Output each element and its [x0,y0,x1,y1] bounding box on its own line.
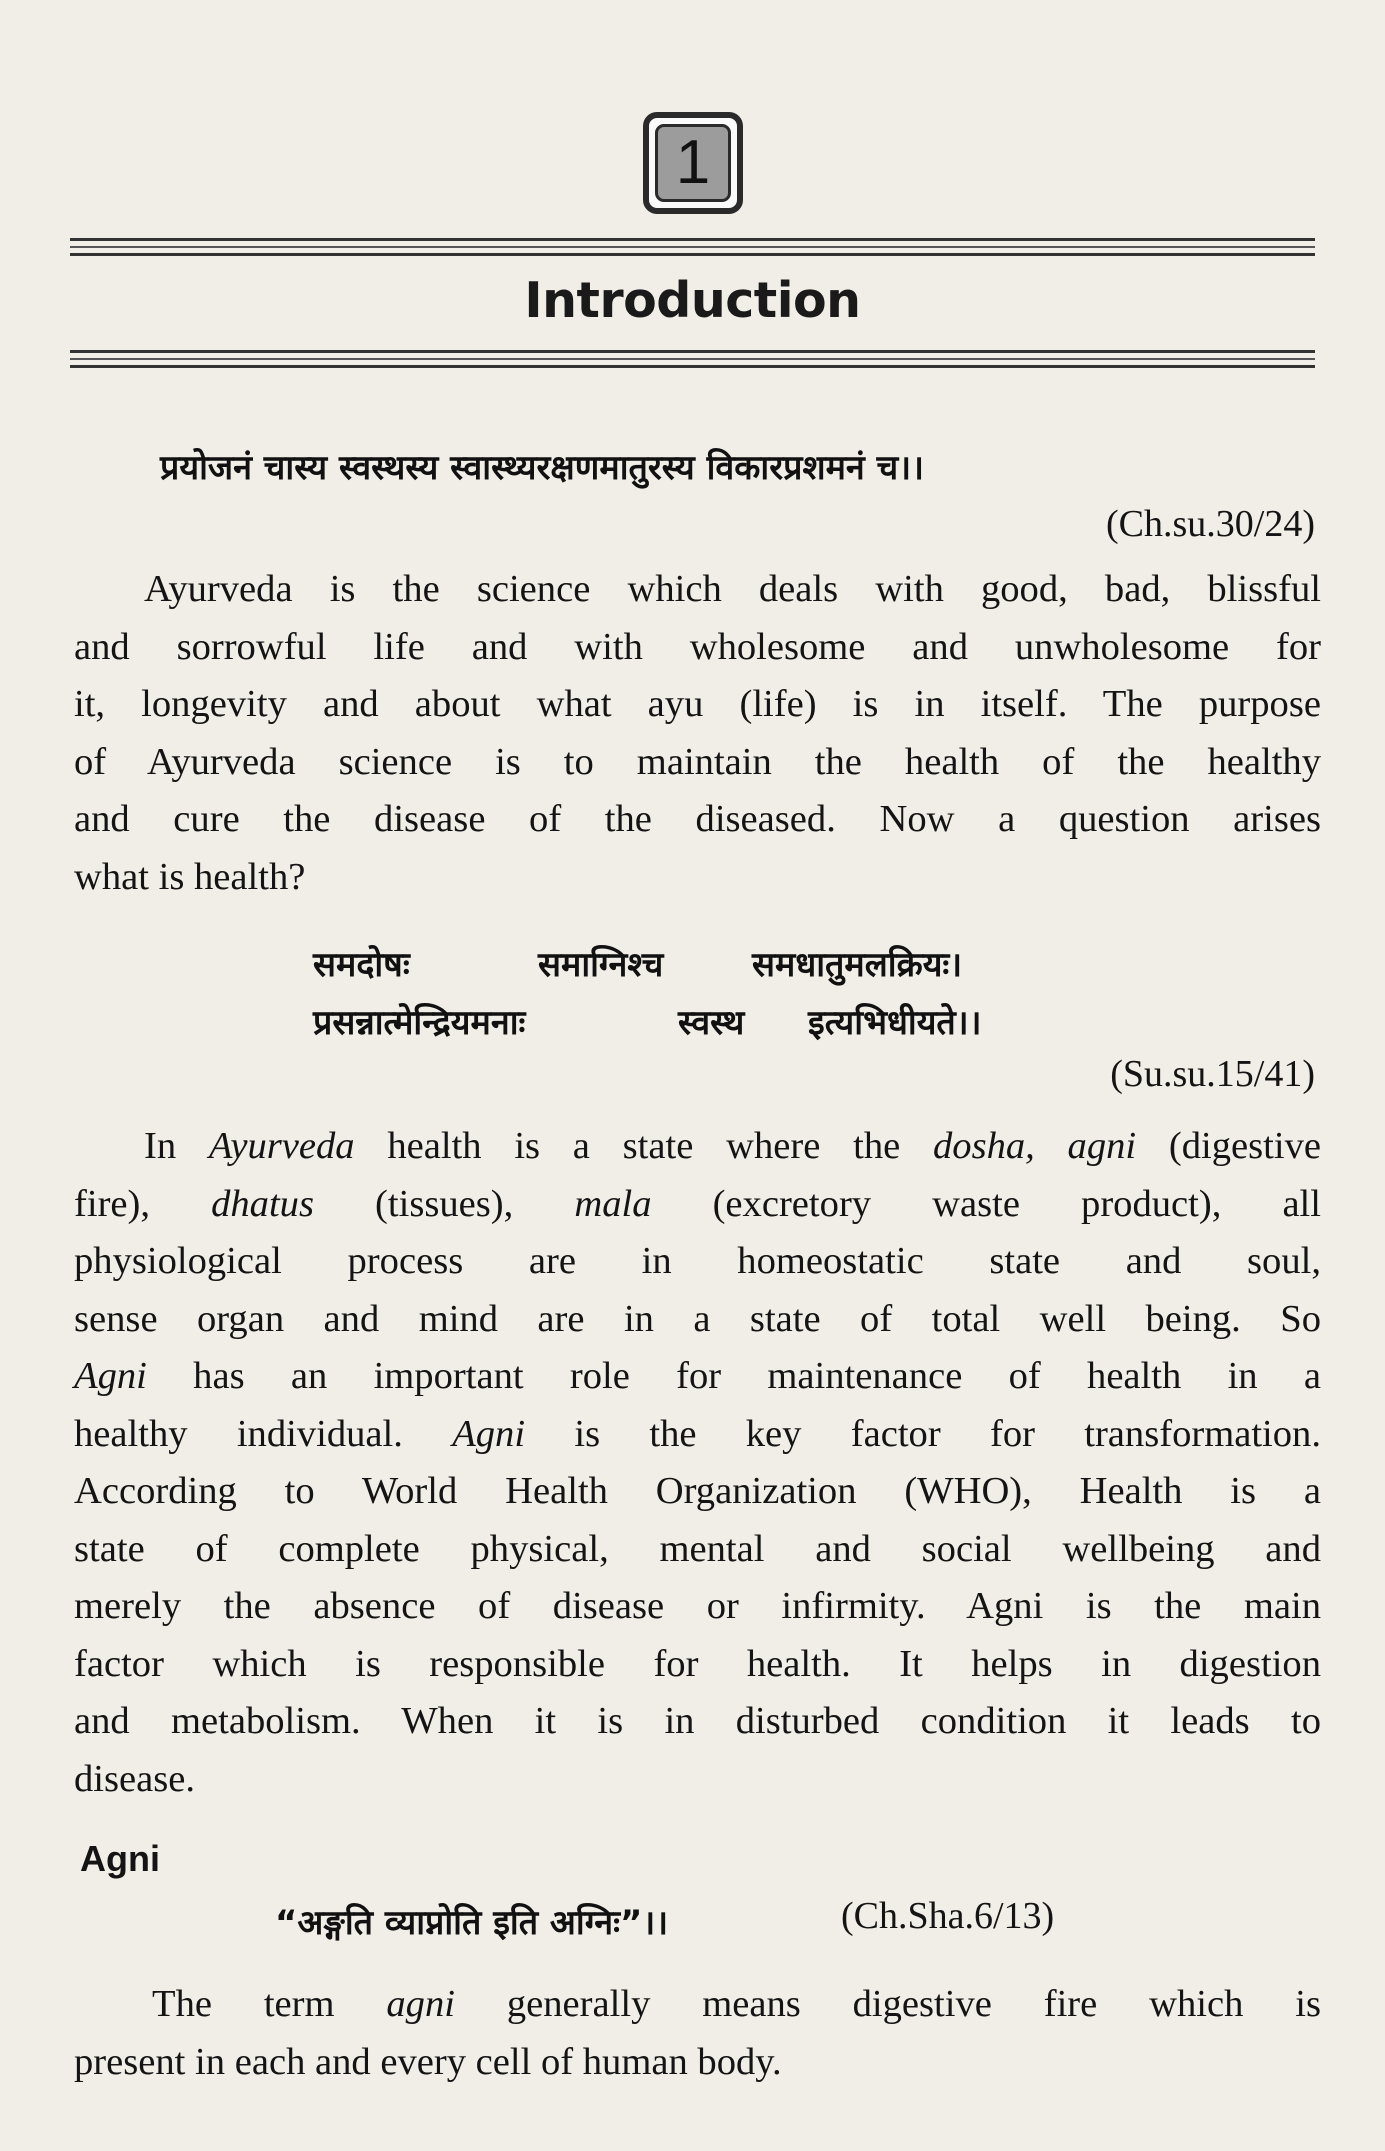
paragraph-2-line: disease. [74,1757,196,1800]
verse-1-reference: (Ch.su.30/24) [1106,503,1315,545]
verse-3-sanskrit: “अङ्गति व्याप्नोति इति अग्निः”।। [275,1903,669,1943]
chapter-number-badge-inner [655,124,731,202]
verse-2-word: समधातुमलक्रियः। [752,945,963,985]
paragraph-3-line: present in each and every cell of human body. [74,2040,782,2083]
paragraph-2-line: Agni has an important role for maintenance of health in a [74,1355,1321,1397]
paragraph-1-line: and cure the disease of the diseased. Now a question arises [74,798,1321,840]
section-heading-agni: Agni [80,1838,160,1879]
paragraph-2-line: According to World Health Organization (WHO), Health is a [74,1470,1321,1512]
paragraph-2-line: In Ayurveda health is a state where the dosha, agni (digestive [144,1125,1322,1167]
paragraph-1-line: of Ayurveda science is to maintain the health of the healthy [74,740,1321,783]
paragraph-3 [74,1976,1321,2091]
paragraph-1-line: Ayurveda is the science which deals with good, bad, blissful [144,568,1321,610]
verse-2-reference: (Su.su.15/41) [1110,1053,1315,1095]
paragraph-1 [74,561,1321,906]
chapter-number: 1 [675,128,711,197]
paragraph-2-line: healthy individual. Agni is the key factor for transformation. [74,1412,1321,1455]
paragraph-3-line: The term agni generally means digestive fire which is [152,1983,1321,2025]
paragraph-1-line: it, longevity and about what ayu (life) is in itself. The purpose [74,683,1321,725]
paragraph-1-line: what is health? [74,855,306,898]
paragraph-2 [74,1118,1321,1808]
paragraph-2-line: and metabolism. When it is in disturbed condition it leads to [74,1700,1321,1742]
paragraph-1-line: and sorrowful life and with wholesome and unwholesome for [74,625,1321,668]
verse-3-reference: (Ch.Sha.6/13) [841,1895,1055,1937]
paragraph-2-line: fire), dhatus (tissues), mala (excretory waste product), all [74,1182,1321,1225]
paragraph-2-line: factor which is responsible for health. It helps in digestion [74,1642,1321,1685]
title-bottom-rule [70,350,1315,373]
verse-2-word: समदोषः [313,945,410,985]
paragraph-2-line: sense organ and mind are in a state of total well being. So [74,1297,1321,1340]
verse-1-sanskrit: प्रयोजनं चास्य स्वस्थस्य स्वास्थ्यरक्षणमातुरस्य विकारप्रशमनं च।। [160,448,924,488]
verse-2-word: इत्यभिधीयते।। [808,1003,982,1043]
chapter-title: Introduction [524,272,861,329]
chapter-number-badge [643,112,743,214]
title-top-rule [70,238,1315,261]
verse-2-word: समाग्निश्च [538,945,664,985]
paragraph-2-line: physiological process are in homeostatic state and soul, [74,1240,1321,1282]
verse-2-word: प्रसन्नात्मेन्द्रियमनाः [313,1003,526,1043]
verse-2-word: स्वस्थ [678,1003,745,1043]
paragraph-2-line: merely the absence of disease or infirmity. Agni is the main [74,1585,1321,1627]
paragraph-2-line: state of complete physical, mental and social wellbeing and [74,1527,1321,1570]
